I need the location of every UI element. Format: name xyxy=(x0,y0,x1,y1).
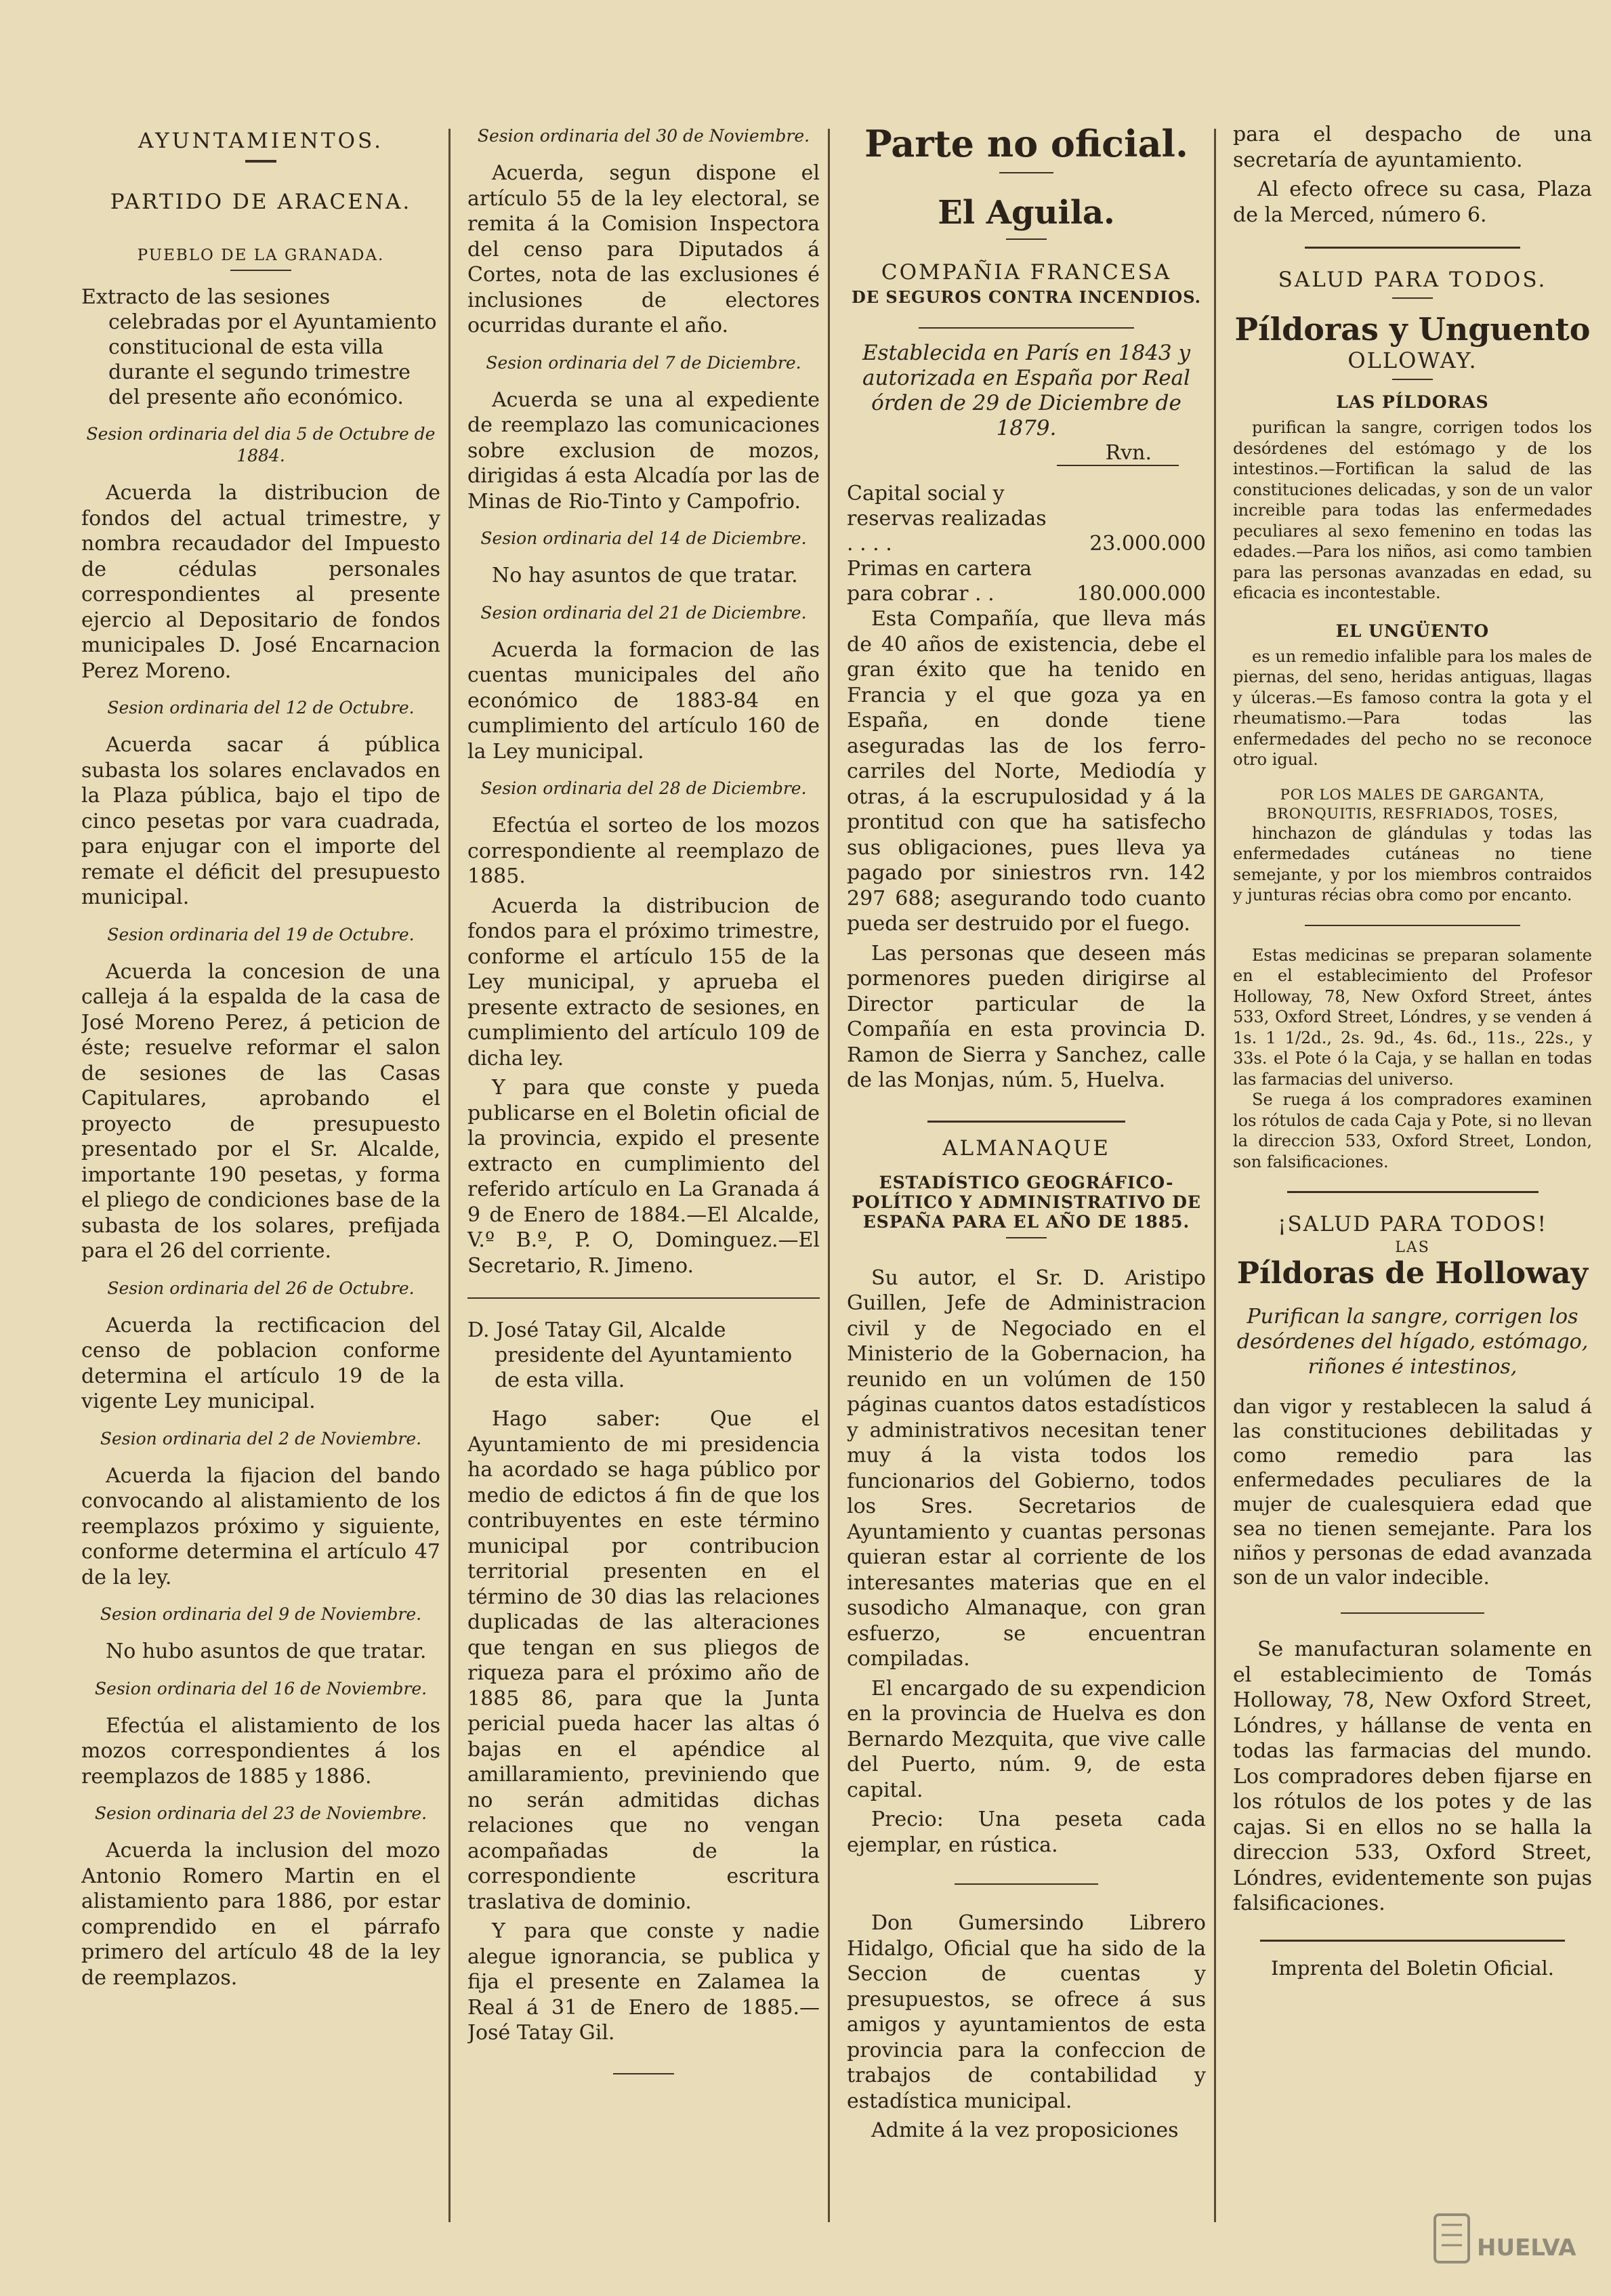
session-text: Acuerda la distribucion de fondos para el próximo trimestre, conforme el artículo 155 de la Ley municipal, y aprueba el presente extracto de sesiones, en cumplimiento del artículo 109 de dicha ley. xyxy=(467,894,820,1070)
ad-title: Píldoras y Unguento xyxy=(1234,311,1591,348)
almanaque-text: El encargado de su expendicion en la provincia de Huelva es don Bernardo Mezquita, que vive calle del Puerto, núm. 9, de esta capital. xyxy=(847,1676,1206,1802)
ad-tagline: Purifican la sangre, corrigen los desórdenes del hígado, estómago, riñones é intestinos, xyxy=(1236,1305,1589,1379)
divider xyxy=(1305,247,1520,249)
ad-label: LAS xyxy=(1395,1239,1430,1256)
subheading: LAS PÍLDORAS xyxy=(1336,392,1489,412)
divider xyxy=(467,1297,820,1299)
primas-label: Primas en cartera para cobrar . . xyxy=(847,557,1032,606)
company-name: COMPAÑIA FRANCESA xyxy=(881,260,1172,285)
column-rule xyxy=(828,129,830,2222)
archive-watermark-logo xyxy=(1428,2201,1577,2276)
partido-heading: PARTIDO DE ARACENA. xyxy=(110,190,412,214)
divider xyxy=(1006,238,1047,240)
session-heading: Sesion ordinaria del dia 5 de Octubre de 1884. xyxy=(86,424,436,465)
divider xyxy=(1392,297,1433,299)
almanaque-text: Precio: Una peseta cada ejemplar, en rústica. xyxy=(847,1808,1206,1857)
currency-label: Rvn. xyxy=(1057,441,1179,466)
session-heading: Sesion ordinaria del 21 de Diciembre. xyxy=(480,602,807,623)
ad-heading: SALUD PARA TODOS. xyxy=(1278,268,1547,292)
divider xyxy=(999,172,1053,173)
session-heading: Sesion ordinaria del 23 de Noviembre. xyxy=(94,1803,427,1823)
session-heading: Sesion ordinaria del 12 de Octubre. xyxy=(107,698,415,717)
session-text: No hubo asuntos de que tratar. xyxy=(106,1640,427,1663)
ad-heading: ¡SALUD PARA TODOS! xyxy=(1278,1212,1547,1236)
capital-row xyxy=(847,481,1206,556)
divider xyxy=(927,1121,1125,1123)
notice-continued: para el despacho de una secretaría de ayuntamiento. xyxy=(1233,123,1592,172)
divider xyxy=(230,270,291,271)
column-holloway xyxy=(1233,122,1592,2256)
session-heading: Sesion ordinaria del 26 de Octubre. xyxy=(107,1278,415,1298)
session-text: Acuerda la inclusion del mozo Antonio Romero Martin en el alistamiento para 1886, por estar comprendido en el párrafo primero del artículo 48 de la ley de reemplazos. xyxy=(81,1839,440,1990)
ad-text: hinchazon de glándulas y todas las enfermedades cutáneas no tiene semejante, y por los miembros contraidos y junturas récias obra como por encanto. xyxy=(1233,823,1592,904)
divider xyxy=(955,1883,1098,1885)
ad-text: Estas medicinas se preparan solamente en el establecimiento del Profesor Holloway, 78, New Oxford Street, ántes 533, Oxford Street, Lóndres, y se venden á 1s. 1 1/2d., 2s. 9d., 4s. 6d., 11s., 22s., y 33s. el Pote ó la Caja, y se hallan en todas las farmacias del universo. xyxy=(1233,945,1592,1089)
subheading: EL UNGÜENTO xyxy=(1335,621,1490,641)
divider xyxy=(1260,1940,1566,1942)
ad-text: Esta Compañía, que lleva más de 40 años de existencia, debe el gran éxito que ha tenido en Francia y el que goza ya en España, en donde tiene aseguradas las de los ferro-carriles del Norte, Mediodía y otras, á la escrupulosidad y á la prontitud con que ha satisfecho sus obligaciones, pues lleva ya pagado por siniestros rvn. 142 297 688; asegurando todo cuanto pueda ser destruido por el fuego. xyxy=(847,607,1206,936)
column-rule xyxy=(448,129,451,2222)
session-text: Acuerda la distribucion de fondos del actual trimestre, y nombra recaudador del Impuesto de cédulas personales correspondientes al presente ejercio al Depositario de fondos municipales D. José Encarnacion Perez Moreno. xyxy=(81,481,440,683)
session-heading: Sesion ordinaria del 7 de Diciembre. xyxy=(486,352,801,373)
ad-text: dan vigor y restablecen la salud á las constituciones debilitadas y como remedio para las enfermedades peculiares de la mujer de cualesquiera edad que sea no tienen semejante. Para los niños y personas de edad avanzada son de un valor indecible. xyxy=(1233,1395,1592,1589)
session-text: Acuerda la concesion de una calleja á la espalda de la casa de José Moreno Perez, á peticion de éste; resuelve reformar el salon de sesiones de las Casas Capitulares, aprobando el proyecto de presupuesto presentado por el Sr. Alcalde, importante 190 pesetas, y forma el pliego de condiciones base de la subasta de los solares, prefijada para el 26 del corriente. xyxy=(81,959,440,1263)
ad-text: Las personas que deseen más pormenores pueden dirigirse al Director particular de la Compañía en esta provincia D. Ramon de Sierra y Sanchez, calle de las Monjas, núm. 5, Huelva. xyxy=(847,941,1206,1092)
session-text: Efectúa el sorteo de los mozos correspondiente al reemplazo de 1885. xyxy=(467,814,820,888)
divider xyxy=(1305,925,1520,926)
session-heading: Sesion ordinaria del 19 de Octubre. xyxy=(107,924,415,944)
ad-text: es un remedio infalible para los males de piernas, del seno, heridas antiguas, llagas y úlceras.—Es famoso contra la gota y el rheumatismo.—Para todas las enfermedades del pecho no se reconoce otro igual. xyxy=(1233,646,1592,769)
column-ayuntamientos xyxy=(81,108,440,2242)
session-heading: Sesion ordinaria del 2 de Noviembre. xyxy=(100,1428,422,1448)
almanaque-title: ALMANAQUE xyxy=(942,1135,1110,1161)
session-heading: Sesion ordinaria del 30 de Noviembre. xyxy=(477,126,810,146)
edict-text: Hago saber: Que el Ayuntamiento de mi presidencia ha acordado se haga público por medio de edictos á fin de que los contribuyentes en este término municipal por contribucion territorial presenten en el término de 30 dias las relaciones duplicadas de las alteraciones que tengan en sus pliegos de riqueza para el próximo año de 1885 86, para que la Junta pericial pueda hacer las altas ó bajas en el apéndice al amillaramiento, previniendo que no serán admitidas dichas relaciones que no vengan acompañadas de la correspondiente escritura traslativa de dominio. xyxy=(467,1407,820,1914)
session-text: Efectúa el alistamiento de los mozos correspondientes á los reemplazos de 1885 y 1886. xyxy=(81,1713,440,1789)
ad-title: El Aguila. xyxy=(938,194,1115,232)
divider xyxy=(1341,1612,1484,1614)
subheading: POR LOS MALES DE GARGANTA, BRONQUITIS, RESFRIADOS, TOSES, xyxy=(1266,786,1559,822)
notice-continued: Al efecto ofrece su casa, Plaza de la Merced, número 6. xyxy=(1233,178,1592,227)
session-text: Acuerda se una al expediente de reemplazo las comunicaciones sobre exclusion de mozos, dirigidas á esta Alcadía por las de Minas de Rio-Tinto y Campofrio. xyxy=(467,388,820,514)
ad-text: Se manufacturan solamente en el establecimiento de Tomás Holloway, 78, New Oxford Street, Lóndres, y hállanse de venta en todas las farmacias del mundo. Los compradores deben fijarse en los rótulos de los potes y de las cajas. Si en ellos no se halla la direccion 533, Oxford Street, Lóndres, evidentemente son pujas falsificaciones. xyxy=(1233,1637,1592,1915)
divider xyxy=(1392,379,1433,380)
session-text: Y para que conste y pueda publicarse en el Boletin oficial de la provincia, expido el presente extracto en cumplimiento del referido artículo en La Granada á 9 de Enero de 1884.—El Alcalde, V.º B.º, P. O, Dominguez.—El Secretario, R. Jimeno. xyxy=(467,1076,820,1278)
divider xyxy=(1006,1237,1047,1238)
divider xyxy=(919,327,1134,329)
imprint: Imprenta del Boletin Oficial. xyxy=(1270,1956,1555,1980)
almanaque-subtitle: ESTADÍSTICO GEOGRÁFICO-POLÍTICO Y ADMINISTRATIVO DE ESPAÑA PARA EL AÑO DE 1885. xyxy=(851,1172,1201,1232)
section-title: Parte no oficial. xyxy=(864,122,1188,165)
pueblo-heading: PUEBLO DE LA GRANADA. xyxy=(137,247,385,264)
ad-title: Píldoras de Holloway xyxy=(1236,1256,1589,1291)
session-text: Acuerda, segun dispone el artículo 55 de la ley electoral, se remita á la Comision Inspectora del censo para Diputados á Cortes, nota de las exclusiones é inclusiones de electores ocurridas durante el año. xyxy=(467,161,820,337)
almanaque-text: Su autor, el Sr. D. Aristipo Guillen, Jefe de Administracion civil y de Negociado en el Ministerio de la Gobernacion, ha reunido en un volúmen de 150 páginas cuantos datos estadísticos y administrativos necesitan tener muy á la vista todos los funcionarios del Gobierno, todos los Sres. Secretarios de Ayuntamiento y cuantas personas quieran estar al corriente de los interesantes materias que en el susodicho Almanaque, con gran esfuerzo, se encuentran compiladas. xyxy=(847,1266,1206,1671)
section-title: AYUNTAMIENTOS. xyxy=(138,129,384,153)
column-rule xyxy=(1214,129,1216,2222)
extract-intro: Extracto de las sesiones celebradas por el Ayuntamiento constitucional de esta villa durante el segundo trimestre del presente año económico. xyxy=(81,285,437,409)
session-text: Acuerda la formacion de las cuentas municipales del año económico de 1883-84 en cumplimiento del artículo 160 de la Ley municipal. xyxy=(467,638,820,764)
edict-text: Y para que conste y nadie alegue ignorancia, se publica y fija el presente en Zalamea la Real á 31 de Enero de 1885.—José Tatay Gil. xyxy=(467,1919,820,2045)
primas-row xyxy=(847,556,1206,606)
column-sessions-continued xyxy=(467,125,820,2259)
session-heading: Sesion ordinaria del 14 de Diciembre. xyxy=(480,528,807,548)
ad-text: purifican la sangre, corrigen todos los desórdenes del estómago y de los intestinos.—Fortifican la salud de las constituciones delicadas, y son de un valor increible para todas las enfermedades peculiares al sexo femenino en todas las edades.—Para los niños, asi como tambien para las personas avanzadas en edad, su eficacia es incontestable. xyxy=(1233,418,1592,602)
divider xyxy=(1287,1191,1539,1193)
session-text: Acuerda sacar á pública subasta los solares enclavados en la Plaza pública, bajo el tipo de cinco pesetas por vara cuadrada, para enjugar con el importe del remate el déficit del presupuesto municipal. xyxy=(81,733,440,909)
column-parte-no-oficial xyxy=(847,108,1206,2242)
session-text: No hay asuntos de que tratar. xyxy=(492,564,798,587)
session-heading: Sesion ordinaria del 9 de Noviembre. xyxy=(100,1604,422,1624)
edict-heading: D. José Tatay Gil, Alcalde presidente del Ayuntamiento de esta villa. xyxy=(467,1318,793,1392)
capital-label: Capital social y reservas realizadas . . . . xyxy=(847,482,1047,556)
session-text: Acuerda la fijacion del bando convocando al alistamiento de los reemplazos próximo y siguiente, conforme determina el artículo 47 de la ley. xyxy=(81,1463,440,1589)
notice-text: Admite á la vez proposiciones xyxy=(871,2118,1179,2142)
session-text: Acuerda la rectificacion del censo de poblacion conforme determina el artículo 19 de la vigente Ley municipal. xyxy=(81,1313,440,1413)
company-subtitle: DE SEGUROS CONTRA INCENDIOS. xyxy=(851,287,1202,307)
notice-text: Don Gumersindo Librero Hidalgo, Oficial que ha sido de la Seccion de cuentas y presupuestos, se ofrece á sus amigos y ayuntamientos de esta provincia para la confeccion de trabajos de contabilidad y estadística municipal. xyxy=(847,1911,1206,2113)
primas-value: 180.000.000 xyxy=(1076,582,1206,606)
logo-text: HUELVA xyxy=(1477,2234,1576,2261)
divider xyxy=(245,160,276,163)
established-text: Establecida en París en 1843 y autorizada en España por Real órden de 29 de Diciembre de 1879. xyxy=(862,341,1191,440)
capital-value: 23.000.000 xyxy=(1089,532,1206,556)
session-heading: Sesion ordinaria del 28 de Diciembre. xyxy=(480,778,807,798)
session-heading: Sesion ordinaria del 16 de Noviembre. xyxy=(94,1678,427,1698)
ad-title-second: OLLOWAY. xyxy=(1347,348,1478,373)
ad-text: Se ruega á los compradores examinen los rótulos de cada Caja y Pote, si no llevan la direccion 533, Oxford Street, London, son falsificaciones. xyxy=(1233,1090,1592,1171)
divider xyxy=(613,2073,674,2074)
